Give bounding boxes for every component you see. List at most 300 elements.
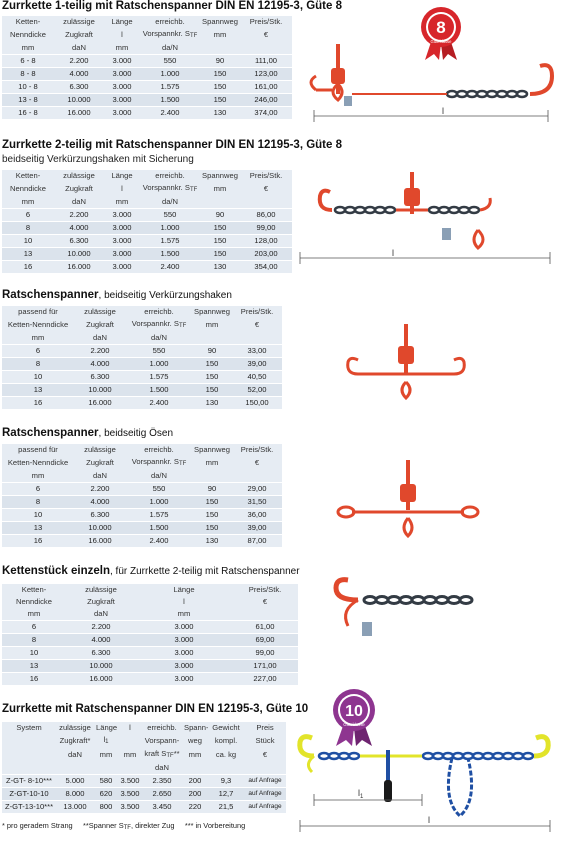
table-cell: 10 — [2, 371, 74, 384]
col-header: € — [262, 597, 268, 606]
col-header: zulässige — [63, 171, 95, 180]
col-header: $l_1$ — [103, 735, 109, 745]
table-cell: Z-GT-10-10 — [2, 788, 56, 801]
table-row — [2, 634, 298, 647]
table-header-row — [2, 16, 292, 28]
table-cell: 3.000 — [136, 660, 232, 673]
col-header: Ketten-Nenndicke — [7, 320, 69, 329]
col-header: Spannweg — [194, 445, 230, 454]
col-header: € — [254, 320, 260, 329]
table-cell: 16 - 8 — [2, 107, 54, 120]
table-cell: 69,00 — [232, 634, 298, 647]
table-cell: 550 — [126, 483, 192, 496]
badge-number: 10 — [345, 703, 363, 720]
badge-caption: Güteklasse — [430, 39, 452, 44]
table-cell: 130 — [192, 535, 232, 548]
table-cell: 123,00 — [240, 68, 292, 81]
table-cell: 16.000 — [74, 535, 126, 548]
col-header: € — [254, 458, 260, 467]
table-cell: 550 — [140, 55, 200, 68]
col-header: erreichb. — [147, 723, 177, 732]
table-cell: 2.400 — [140, 261, 200, 274]
table-row — [2, 261, 292, 274]
col-header: Ketten- — [21, 585, 47, 594]
col-header: da/N — [161, 197, 179, 206]
table-cell: 150 — [200, 81, 240, 94]
table-cell: 3.500 — [118, 788, 142, 801]
col-header: mm — [31, 471, 45, 480]
table-cell: 16.000 — [66, 673, 136, 686]
table-cell: 1.000 — [126, 496, 192, 509]
col-header: Vorspannkr. $S_{TF}$ — [131, 319, 187, 329]
table-row — [2, 248, 292, 261]
table-cell: 150,00 — [232, 397, 282, 410]
table-cell: 150 — [200, 94, 240, 107]
col-header: zulässige — [84, 445, 116, 454]
footnotes — [2, 821, 245, 831]
table-cell: 171,00 — [232, 660, 298, 673]
col-header: Spannweg — [202, 17, 238, 26]
table-header-row — [2, 42, 292, 55]
table-cell: 13.000 — [56, 801, 94, 814]
table-row — [2, 535, 282, 548]
table-cell: 6.300 — [66, 647, 136, 660]
table-cell: 550 — [126, 345, 192, 358]
table-cell: 10.000 — [54, 248, 104, 261]
col-header: zulässige — [59, 723, 91, 732]
zurrkette-2teilig-image — [292, 168, 558, 268]
spec-table — [2, 306, 282, 409]
col-header: Stück — [255, 736, 275, 745]
spec-table — [2, 444, 282, 547]
col-header: Nenndicke — [10, 30, 46, 39]
col-header: erreichb. — [144, 445, 174, 454]
col-header: Vorspannkr. $S_{TF}$ — [142, 183, 198, 193]
table-cell: 90 — [192, 345, 232, 358]
table-cell: Z-GT- 8-10*** — [2, 775, 56, 788]
table-cell: 1.575 — [126, 509, 192, 522]
table-row — [2, 371, 282, 384]
col-header: Spann- — [184, 723, 208, 732]
table-row — [2, 801, 286, 814]
col-header: Zugkraft — [65, 184, 93, 193]
col-header: daN — [72, 43, 86, 52]
table-cell: 246,00 — [240, 94, 292, 107]
table-cell: 10 — [2, 647, 66, 660]
table-cell: 8 — [2, 222, 54, 235]
col-header: mm — [99, 750, 113, 759]
table-cell: 1.575 — [140, 81, 200, 94]
spec-table — [2, 170, 292, 273]
col-header: mm — [21, 197, 35, 206]
table-cell: 4.000 — [74, 496, 126, 509]
col-header: Ketten- — [15, 17, 41, 26]
table-cell: 3.000 — [104, 94, 140, 107]
table-cell: 16.000 — [74, 397, 126, 410]
col-header: mm — [123, 750, 137, 759]
section-title: Ratschenspanner, beidseitig Verkürzungshaken — [2, 289, 232, 301]
length-label: l — [428, 815, 430, 825]
ratschenspanner-haken-image — [338, 320, 474, 410]
table-row — [2, 94, 292, 107]
table-cell: 40,50 — [232, 371, 282, 384]
table-row — [2, 81, 292, 94]
table-cell: 10 — [2, 235, 54, 248]
table-cell: 3.000 — [104, 107, 140, 120]
length-l1-label: $l_1$ — [358, 788, 364, 800]
table-cell: 2.350 — [142, 775, 182, 788]
zurrkette-1teilig-image — [302, 40, 558, 132]
table-row — [2, 358, 282, 371]
table-cell: 10.000 — [74, 522, 126, 535]
table-cell: 8 - 8 — [2, 68, 54, 81]
table-cell: 39,00 — [232, 358, 282, 371]
table-cell: 10 - 8 — [2, 81, 54, 94]
table-cell: 21,5 — [208, 801, 244, 814]
ratschenspanner-oesen-image — [330, 456, 486, 548]
table-row — [2, 235, 292, 248]
col-header: l — [183, 597, 185, 606]
table-cell: 87,00 — [232, 535, 282, 548]
col-header: mm — [177, 609, 191, 618]
table-cell: 8 — [2, 634, 66, 647]
table-row — [2, 345, 282, 358]
col-header: € — [262, 750, 268, 759]
table-cell: 4.000 — [66, 634, 136, 647]
table-cell: 29,00 — [232, 483, 282, 496]
table-cell: 6.300 — [54, 81, 104, 94]
table-cell: 3.450 — [142, 801, 182, 814]
table-cell: 8 — [2, 496, 74, 509]
footnote: *** in Vorbereitung — [184, 821, 246, 830]
table-cell: 86,00 — [240, 209, 292, 222]
table-cell: Z-GT-13-10*** — [2, 801, 56, 814]
col-header: Preis/Stk. — [240, 307, 274, 316]
table-cell: 8 — [2, 358, 74, 371]
table-cell: 10.000 — [54, 94, 104, 107]
table-cell: 150 — [192, 371, 232, 384]
col-header: erreichb. — [155, 171, 185, 180]
table-cell: 374,00 — [240, 107, 292, 120]
col-header: Gewicht — [212, 723, 240, 732]
col-header: daN — [68, 750, 82, 759]
table-cell: 3.000 — [104, 222, 140, 235]
zurrkette-guete10-image — [292, 720, 558, 848]
table-row — [2, 483, 282, 496]
col-header: mm — [31, 333, 45, 342]
col-header: ca. kg — [215, 750, 237, 759]
table-cell: 1.000 — [126, 358, 192, 371]
table-cell: 33,00 — [232, 345, 282, 358]
kettenstueck-image — [318, 570, 498, 650]
col-header: mm — [27, 609, 41, 618]
table-cell: 130 — [200, 107, 240, 120]
table-cell: 90 — [200, 209, 240, 222]
table-cell: 16.000 — [54, 107, 104, 120]
col-header: Preis/Stk. — [249, 17, 283, 26]
spec-table — [2, 584, 298, 685]
col-header: l — [121, 30, 123, 39]
table-cell: 52,00 — [232, 384, 282, 397]
table-cell: 354,00 — [240, 261, 292, 274]
table-cell: 1.575 — [126, 371, 192, 384]
col-header: l — [129, 723, 131, 732]
table-cell: 800 — [94, 801, 118, 814]
table-cell: 150 — [200, 248, 240, 261]
section-title: Zurrkette mit Ratschenspanner DIN EN 12195-3, Güte 10 — [2, 703, 309, 715]
table-row — [2, 509, 282, 522]
table-cell: 1.500 — [140, 248, 200, 261]
col-header: Vorspann- — [144, 736, 180, 745]
col-header: erreichb. — [155, 17, 185, 26]
col-header: Ketten- — [15, 171, 41, 180]
section-title: Kettenstück einzeln, für Zurrkette 2-teilig mit Ratschenspanner — [2, 565, 300, 577]
table-cell: 3.000 — [136, 673, 232, 686]
table-cell: 16 — [2, 397, 74, 410]
table-cell: 6 — [2, 621, 66, 634]
col-header: € — [263, 184, 269, 193]
col-header: da/N — [150, 333, 168, 342]
table-cell: 1.000 — [140, 68, 200, 81]
table-cell: 6.300 — [74, 509, 126, 522]
section-title: Zurrkette 2-teilig mit Ratschenspanner DIN EN 12195-3, Güte 8 — [2, 139, 342, 151]
col-header: Preis/Stk. — [248, 585, 282, 594]
col-header: Länge — [173, 585, 195, 594]
col-header: Länge — [111, 17, 133, 26]
length-label: l — [392, 248, 394, 258]
table-cell: 2.200 — [74, 345, 126, 358]
col-header: l — [121, 184, 123, 193]
table-cell: 3.000 — [104, 248, 140, 261]
table-cell: 8.000 — [56, 788, 94, 801]
table-cell: 1.000 — [140, 222, 200, 235]
spec-table — [2, 16, 292, 119]
col-header: Preis/Stk. — [249, 171, 283, 180]
table-cell: 39,00 — [232, 522, 282, 535]
section-title: Ratschenspanner, beidseitig Ösen — [2, 427, 174, 439]
table-cell: 227,00 — [232, 673, 298, 686]
table-cell: 6 — [2, 483, 74, 496]
table-cell: 3.000 — [104, 55, 140, 68]
col-header: mm — [188, 750, 202, 759]
table-cell: 111,00 — [240, 55, 292, 68]
table-cell: 2.200 — [54, 55, 104, 68]
table-cell: 150 — [192, 358, 232, 371]
table-cell: 2.400 — [126, 535, 192, 548]
col-header: kraft $S_{TF}**$ — [144, 749, 180, 759]
table-cell: 128,00 — [240, 235, 292, 248]
table-cell: auf Anfrage — [244, 788, 286, 801]
col-header: mm — [205, 320, 219, 329]
table-header-row — [2, 28, 292, 42]
table-cell: 1.575 — [140, 235, 200, 248]
table-cell: 1.500 — [140, 94, 200, 107]
table-cell: 620 — [94, 788, 118, 801]
table-cell: 2.400 — [126, 397, 192, 410]
table-row — [2, 788, 286, 801]
table-cell: 150 — [200, 68, 240, 81]
table-cell: 90 — [192, 483, 232, 496]
length-label: l — [442, 106, 444, 116]
table-cell: 9,3 — [208, 775, 244, 788]
table-row — [2, 621, 298, 634]
table-cell: 13 — [2, 248, 54, 261]
table-cell: 10.000 — [74, 384, 126, 397]
table-row — [2, 673, 298, 686]
col-header: da/N — [150, 471, 168, 480]
col-header: mm — [115, 43, 129, 52]
table-cell: 3.000 — [104, 68, 140, 81]
col-header: mm — [21, 43, 35, 52]
table-cell: 2.200 — [54, 209, 104, 222]
table-cell: 3.000 — [104, 235, 140, 248]
table-cell: 3.000 — [136, 621, 232, 634]
col-header: System — [16, 723, 42, 732]
section-title: Zurrkette 1-teilig mit Ratschenspanner DIN EN 12195-3, Güte 8 — [2, 0, 342, 12]
table-cell: 90 — [200, 55, 240, 68]
table-cell: 4.000 — [74, 358, 126, 371]
col-header: Vorspannkr. $S_{TF}$ — [142, 29, 198, 39]
table-row — [2, 55, 292, 68]
table-cell: 2.650 — [142, 788, 182, 801]
table-row — [2, 660, 298, 673]
badge-number: 8 — [436, 18, 446, 37]
col-header: Vorspannkr. $S_{TF}$ — [131, 457, 187, 467]
col-header: Zugkraft — [65, 30, 93, 39]
table-cell: 12,7 — [208, 788, 244, 801]
col-header: zulässige — [84, 307, 116, 316]
col-header: daN — [94, 609, 108, 618]
table-cell: 3.000 — [104, 209, 140, 222]
table-cell: 150 — [192, 384, 232, 397]
table-cell: 16 — [2, 261, 54, 274]
table-cell: 6 — [2, 209, 54, 222]
col-header: € — [263, 30, 269, 39]
col-header: Nenndicke — [16, 597, 52, 606]
table-cell: 16 — [2, 673, 66, 686]
table-cell: 150 — [192, 509, 232, 522]
table-row — [2, 775, 286, 788]
col-header: zulässige — [85, 585, 117, 594]
table-cell: 130 — [200, 261, 240, 274]
table-cell: 16.000 — [54, 261, 104, 274]
col-header: kompl. — [214, 736, 238, 745]
col-header: Zugkraft — [87, 597, 115, 606]
spec-table — [2, 722, 286, 813]
table-row — [2, 496, 282, 509]
table-cell: 150 — [192, 496, 232, 509]
table-cell: 99,00 — [240, 222, 292, 235]
col-header: daN — [155, 763, 169, 772]
table-cell: 36,00 — [232, 509, 282, 522]
table-row — [2, 222, 292, 235]
col-header: Zugkraft — [86, 458, 114, 467]
col-header: mm — [205, 458, 219, 467]
table-row — [2, 397, 282, 410]
col-header: daN — [72, 197, 86, 206]
table-cell: 5.000 — [56, 775, 94, 788]
col-header: da/N — [161, 43, 179, 52]
table-cell: 3.000 — [136, 647, 232, 660]
footnote: **Spanner $S_{TF}$, direkter Zug — [82, 821, 175, 831]
table-cell: 203,00 — [240, 248, 292, 261]
col-header: mm — [213, 30, 227, 39]
table-cell: 550 — [140, 209, 200, 222]
table-cell: 4.000 — [54, 222, 104, 235]
col-header: daN — [93, 471, 107, 480]
table-cell: 1.500 — [126, 384, 192, 397]
col-header: Preis — [256, 723, 274, 732]
table-cell: 580 — [94, 775, 118, 788]
table-cell: 16 — [2, 535, 74, 548]
table-cell: auf Anfrage — [244, 775, 286, 788]
table-cell: 150 — [200, 222, 240, 235]
footnote: * pro geradem Strang — [2, 821, 73, 830]
section-subtitle: beidseitig Verkürzungshaken mit Sicherung — [2, 154, 194, 165]
table-cell: 3.000 — [104, 261, 140, 274]
col-header: zulässige — [63, 17, 95, 26]
table-cell: 2.400 — [140, 107, 200, 120]
table-cell: 13 - 8 — [2, 94, 54, 107]
table-cell: 13 — [2, 522, 74, 535]
table-cell: 6 — [2, 345, 74, 358]
table-cell: 31,50 — [232, 496, 282, 509]
table-cell: 2.200 — [66, 621, 136, 634]
table-cell: 4.000 — [54, 68, 104, 81]
table-cell: 220 — [182, 801, 208, 814]
table-row — [2, 384, 282, 397]
table-cell: 6.300 — [54, 235, 104, 248]
col-header: passend für — [18, 307, 58, 316]
table-cell: 1.500 — [126, 522, 192, 535]
table-row — [2, 107, 292, 120]
table-cell: 3.000 — [104, 81, 140, 94]
col-header: Zugkraft* — [59, 736, 91, 745]
col-header: Preis/Stk. — [240, 445, 274, 454]
table-row — [2, 209, 292, 222]
col-header: Nenndicke — [10, 184, 46, 193]
table-cell: 3.000 — [136, 634, 232, 647]
table-cell: 6 - 8 — [2, 55, 54, 68]
col-header: Ketten-Nenndicke — [7, 458, 69, 467]
table-cell: 3.500 — [118, 801, 142, 814]
table-cell: auf Anfrage — [244, 801, 286, 814]
col-header: Spannweg — [194, 307, 230, 316]
table-cell: 10 — [2, 509, 74, 522]
col-header: passend für — [18, 445, 58, 454]
col-header: mm — [115, 197, 129, 206]
col-header: erreichb. — [144, 307, 174, 316]
badge-caption: Güteklasse — [343, 722, 365, 727]
table-cell: 61,00 — [232, 621, 298, 634]
col-header: Spannweg — [202, 171, 238, 180]
col-header: Länge — [111, 171, 133, 180]
table-cell: 150 — [192, 522, 232, 535]
col-header: Zugkraft — [86, 320, 114, 329]
table-cell: 13 — [2, 660, 66, 673]
table-cell: 99,00 — [232, 647, 298, 660]
table-cell: 130 — [192, 397, 232, 410]
table-cell: 6.300 — [74, 371, 126, 384]
table-row — [2, 522, 282, 535]
table-cell: 161,00 — [240, 81, 292, 94]
col-header: Länge — [96, 723, 118, 732]
table-cell: 200 — [182, 775, 208, 788]
table-cell: 200 — [182, 788, 208, 801]
table-cell: 3.500 — [118, 775, 142, 788]
table-cell: 150 — [200, 235, 240, 248]
col-header: daN — [93, 333, 107, 342]
